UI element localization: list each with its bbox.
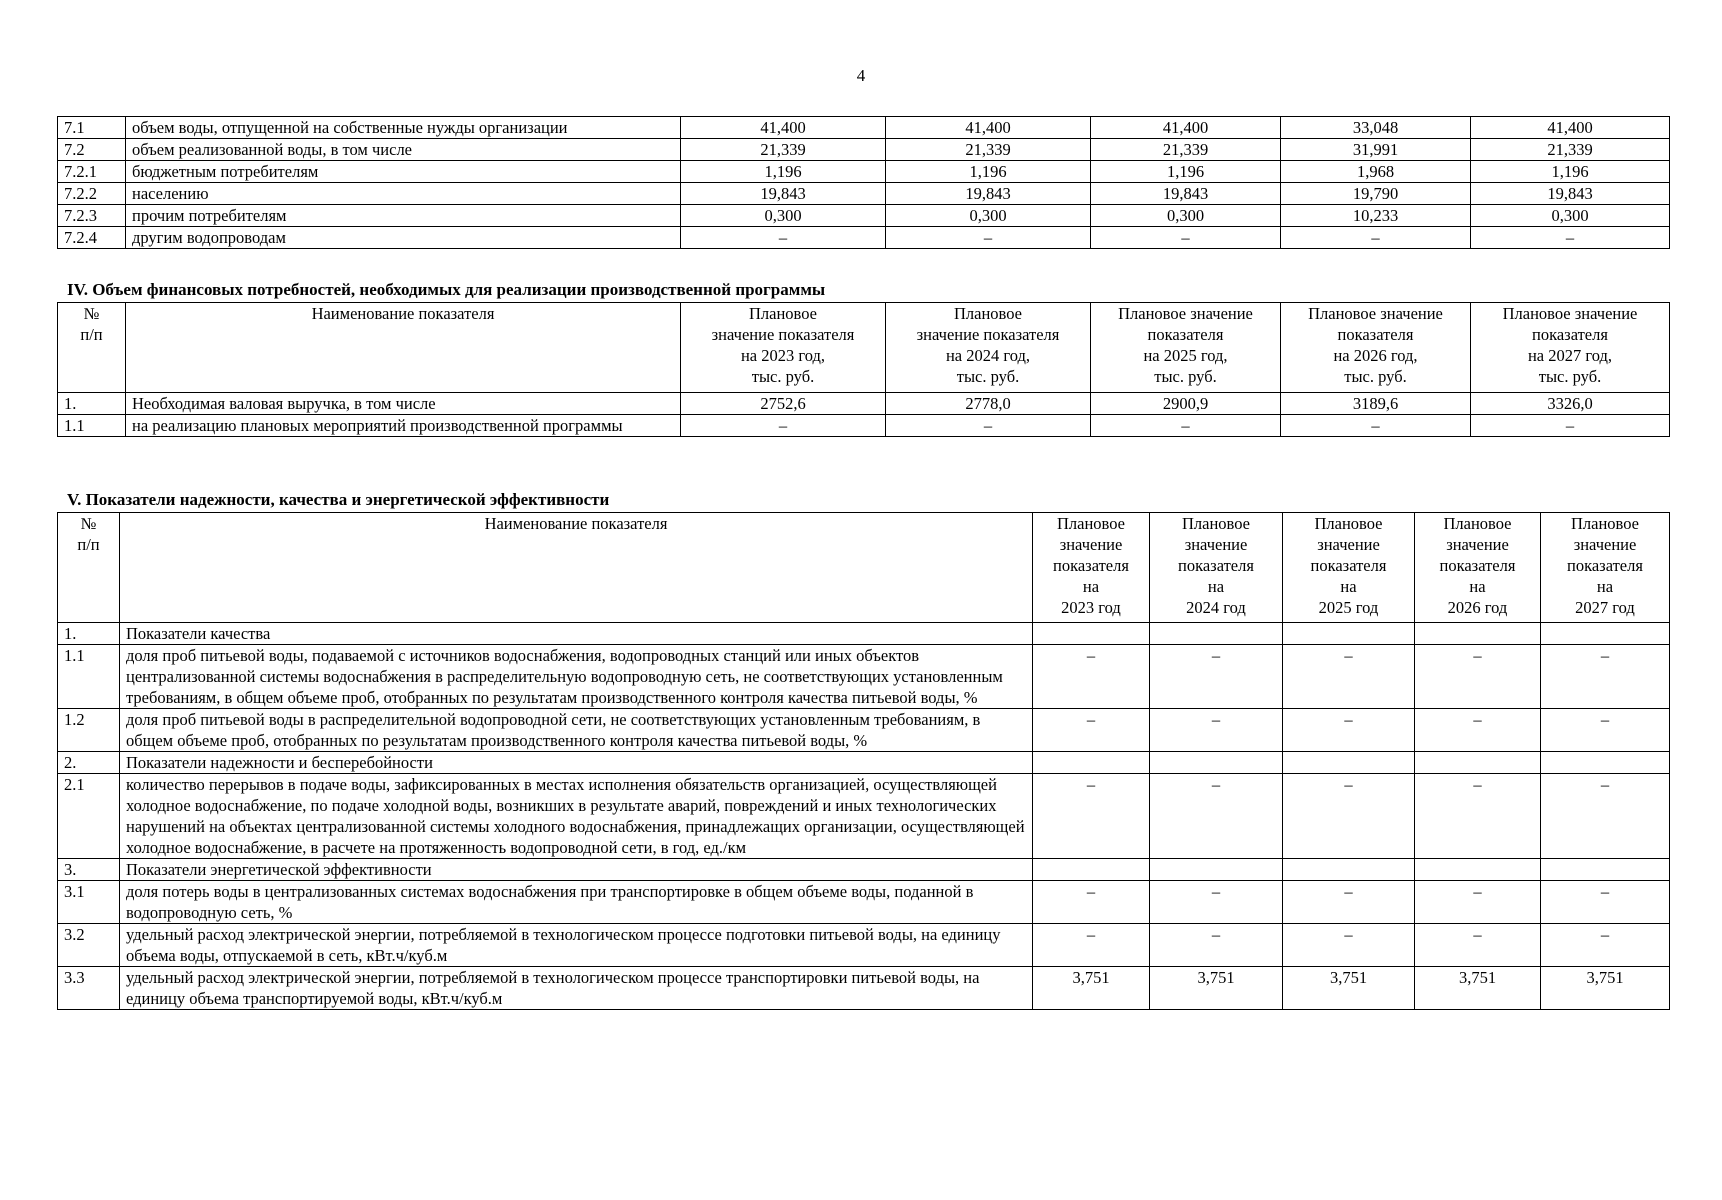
row-value: 3,751: [1033, 967, 1150, 1010]
row-value: [1150, 859, 1283, 881]
row-number: 7.2.3: [58, 205, 126, 227]
row-value: –: [1033, 774, 1150, 859]
header-col-2023: Плановое значение показателя на 2023 год, тыс. руб.: [681, 303, 886, 393]
row-value: –: [1281, 227, 1471, 249]
row-value: 3,751: [1541, 967, 1670, 1010]
row-value: –: [1283, 774, 1415, 859]
row-value: 0,300: [886, 205, 1091, 227]
header-num: № п/п: [58, 513, 120, 623]
header-col-2026: Плановое значение показателя на 2026 год, тыс. руб.: [1281, 303, 1471, 393]
row-value: –: [1150, 709, 1283, 752]
row-indicator-name: на реализацию плановых мероприятий производственной программы: [126, 415, 681, 437]
row-value: [1415, 752, 1541, 774]
header-num: № п/п: [58, 303, 126, 393]
row-indicator-name: доля проб питьевой воды, подаваемой с источников водоснабжения, водопроводных станций или иных объектов централизованной системы водоснабжения в распределительную водопроводную сеть, не соответствующих установленным требованиям, в общем объеме проб, отобранных по результатам производственного контроля качества питьевой воды, %: [120, 645, 1033, 709]
row-value: –: [1283, 709, 1415, 752]
row-value: 2752,6: [681, 393, 886, 415]
row-value: 0,300: [1091, 205, 1281, 227]
row-indicator-name: удельный расход электрической энергии, потребляемой в технологическом процессе транспортировки питьевой воды, на единицу объема транспортируемой воды, кВт.ч/куб.м: [120, 967, 1033, 1010]
row-value: [1283, 859, 1415, 881]
row-value: –: [1281, 415, 1471, 437]
row-value: 10,233: [1281, 205, 1471, 227]
row-value: 1,196: [1471, 161, 1670, 183]
row-number: 1.: [58, 393, 126, 415]
row-value: –: [1541, 709, 1670, 752]
row-number: 1.1: [58, 645, 120, 709]
table-row: [58, 645, 1670, 709]
row-indicator-name: бюджетным потребителям: [126, 161, 681, 183]
page-number: 4: [856, 66, 866, 85]
row-value: 19,843: [1091, 183, 1281, 205]
table-row: [58, 859, 1670, 881]
row-value: –: [1283, 645, 1415, 709]
row-value: 41,400: [681, 117, 886, 139]
header-col-2027: Плановое значение показателя на 2027 год, тыс. руб.: [1471, 303, 1670, 393]
row-value: [1541, 623, 1670, 645]
row-value: –: [1415, 924, 1541, 967]
row-value: 19,843: [1471, 183, 1670, 205]
financial-needs-table: [57, 302, 1670, 437]
table-row: [58, 774, 1670, 859]
row-number: 7.2.2: [58, 183, 126, 205]
header-col-2024: Плановое значение показателя на 2024 год, тыс. руб.: [886, 303, 1091, 393]
row-value: [1150, 752, 1283, 774]
table-row: [58, 752, 1670, 774]
row-value: –: [1471, 415, 1670, 437]
row-indicator-name: прочим потребителям: [126, 205, 681, 227]
row-value: –: [1033, 881, 1150, 924]
row-value: –: [1150, 645, 1283, 709]
row-indicator-name: населению: [126, 183, 681, 205]
table-row: [58, 924, 1670, 967]
header-name: Наименование показателя: [126, 303, 681, 393]
row-value: [1541, 752, 1670, 774]
row-value: –: [1415, 645, 1541, 709]
row-value: –: [1283, 881, 1415, 924]
row-value: 0,300: [1471, 205, 1670, 227]
row-value: [1033, 752, 1150, 774]
row-value: –: [1541, 774, 1670, 859]
row-indicator-name: Показатели энергетической эффективности: [120, 859, 1033, 881]
row-value: –: [1415, 774, 1541, 859]
row-value: 1,968: [1281, 161, 1471, 183]
table-row: [58, 227, 1670, 249]
header-name: Наименование показателя: [120, 513, 1033, 623]
row-value: –: [886, 227, 1091, 249]
row-value: –: [1150, 881, 1283, 924]
row-number: 2.1: [58, 774, 120, 859]
row-value: 1,196: [681, 161, 886, 183]
row-indicator-name: удельный расход электрической энергии, потребляемой в технологическом процессе подготовки питьевой воды, на единицу объема воды, отпускаемой в сеть, кВт.ч/куб.м: [120, 924, 1033, 967]
row-value: 3189,6: [1281, 393, 1471, 415]
header-col-2024: Плановое значение показателя на 2024 год: [1150, 513, 1283, 623]
table-row: [58, 393, 1670, 415]
row-number: 7.2.4: [58, 227, 126, 249]
row-value: [1033, 623, 1150, 645]
row-value: –: [681, 227, 886, 249]
row-value: –: [1415, 709, 1541, 752]
row-value: –: [1283, 924, 1415, 967]
row-value: –: [1541, 924, 1670, 967]
header-col-2025: Плановое значение показателя на 2025 год, тыс. руб.: [1091, 303, 1281, 393]
header-col-2026: Плановое значение показателя на 2026 год: [1415, 513, 1541, 623]
row-value: –: [1541, 645, 1670, 709]
section-4-title: IV. Объем финансовых потребностей, необходимых для реализации производственной программы: [67, 280, 826, 299]
table-row: [58, 881, 1670, 924]
row-indicator-name: Показатели качества: [120, 623, 1033, 645]
row-value: 2900,9: [1091, 393, 1281, 415]
header-col-2027: Плановое значение показателя на 2027 год: [1541, 513, 1670, 623]
row-indicator-name: объем воды, отпущенной на собственные нужды организации: [126, 117, 681, 139]
row-value: 21,339: [681, 139, 886, 161]
row-value: –: [886, 415, 1091, 437]
row-value: [1033, 859, 1150, 881]
row-value: 3,751: [1415, 967, 1541, 1010]
row-number: 3.2: [58, 924, 120, 967]
row-number: 3.3: [58, 967, 120, 1010]
reliability-quality-table: [57, 512, 1670, 1010]
row-value: 19,843: [681, 183, 886, 205]
header-col-2025: Плановое значение показателя на 2025 год: [1283, 513, 1415, 623]
row-value: [1283, 752, 1415, 774]
row-value: –: [681, 415, 886, 437]
row-value: 41,400: [1091, 117, 1281, 139]
table-header-row: [58, 513, 1670, 623]
row-number: 3.1: [58, 881, 120, 924]
row-number: 3.: [58, 859, 120, 881]
row-value: 21,339: [1471, 139, 1670, 161]
row-value: [1415, 859, 1541, 881]
table-row: [58, 967, 1670, 1010]
row-value: –: [1091, 227, 1281, 249]
row-value: –: [1541, 881, 1670, 924]
table-row: [58, 205, 1670, 227]
table-row: [58, 623, 1670, 645]
row-value: 21,339: [886, 139, 1091, 161]
row-value: 3326,0: [1471, 393, 1670, 415]
row-value: 31,991: [1281, 139, 1471, 161]
row-value: [1283, 623, 1415, 645]
row-indicator-name: объем реализованной воды, в том числе: [126, 139, 681, 161]
row-value: 19,843: [886, 183, 1091, 205]
row-number: 1.1: [58, 415, 126, 437]
row-indicator-name: Необходимая валовая выручка, в том числе: [126, 393, 681, 415]
table-row: [58, 139, 1670, 161]
row-value: 2778,0: [886, 393, 1091, 415]
water-volume-table: [57, 116, 1670, 249]
row-value: –: [1033, 645, 1150, 709]
row-number: 1.2: [58, 709, 120, 752]
row-value: 1,196: [1091, 161, 1281, 183]
row-value: 21,339: [1091, 139, 1281, 161]
row-value: [1541, 859, 1670, 881]
row-value: [1415, 623, 1541, 645]
row-number: 2.: [58, 752, 120, 774]
row-value: –: [1033, 709, 1150, 752]
row-value: –: [1033, 924, 1150, 967]
row-value: 0,300: [681, 205, 886, 227]
row-value: 33,048: [1281, 117, 1471, 139]
row-value: –: [1150, 774, 1283, 859]
row-number: 7.2.1: [58, 161, 126, 183]
table-row: [58, 183, 1670, 205]
row-number: 7.2: [58, 139, 126, 161]
row-value: 41,400: [886, 117, 1091, 139]
table-header-row: [58, 303, 1670, 393]
row-indicator-name: доля проб питьевой воды в распределительной водопроводной сети, не соответствующих установленным требованиям, в общем объеме проб, отобранных по результатам производственного контроля качества питьевой воды, %: [120, 709, 1033, 752]
row-indicator-name: другим водопроводам: [126, 227, 681, 249]
row-value: [1150, 623, 1283, 645]
row-indicator-name: доля потерь воды в централизованных системах водоснабжения при транспортировке в общем объеме воды, поданной в водопроводную сеть, %: [120, 881, 1033, 924]
row-value: –: [1471, 227, 1670, 249]
row-value: 3,751: [1283, 967, 1415, 1010]
row-value: –: [1415, 881, 1541, 924]
row-value: 1,196: [886, 161, 1091, 183]
row-value: 3,751: [1150, 967, 1283, 1010]
row-indicator-name: Показатели надежности и бесперебойности: [120, 752, 1033, 774]
row-value: 19,790: [1281, 183, 1471, 205]
row-number: 1.: [58, 623, 120, 645]
row-value: 41,400: [1471, 117, 1670, 139]
table-row: [58, 415, 1670, 437]
row-indicator-name: количество перерывов в подаче воды, зафиксированных в местах исполнения обязательств организацией, осуществляющей холодное водоснабжение, по подаче холодной воды, возникших в результате аварий, повреждений и иных технологических нарушений на объектах централизованной системы холодного водоснабжения, принадлежащих организации, осуществляющей холодное водоснабжение, в расчете на протяженность водопроводной сети, в год, ед./км: [120, 774, 1033, 859]
section-5-title: V. Показатели надежности, качества и энергетической эффективности: [67, 490, 610, 509]
table-row: [58, 161, 1670, 183]
row-value: –: [1091, 415, 1281, 437]
row-value: –: [1150, 924, 1283, 967]
table-row: [58, 709, 1670, 752]
table-row: [58, 117, 1670, 139]
header-col-2023: Плановое значение показателя на 2023 год: [1033, 513, 1150, 623]
row-number: 7.1: [58, 117, 126, 139]
